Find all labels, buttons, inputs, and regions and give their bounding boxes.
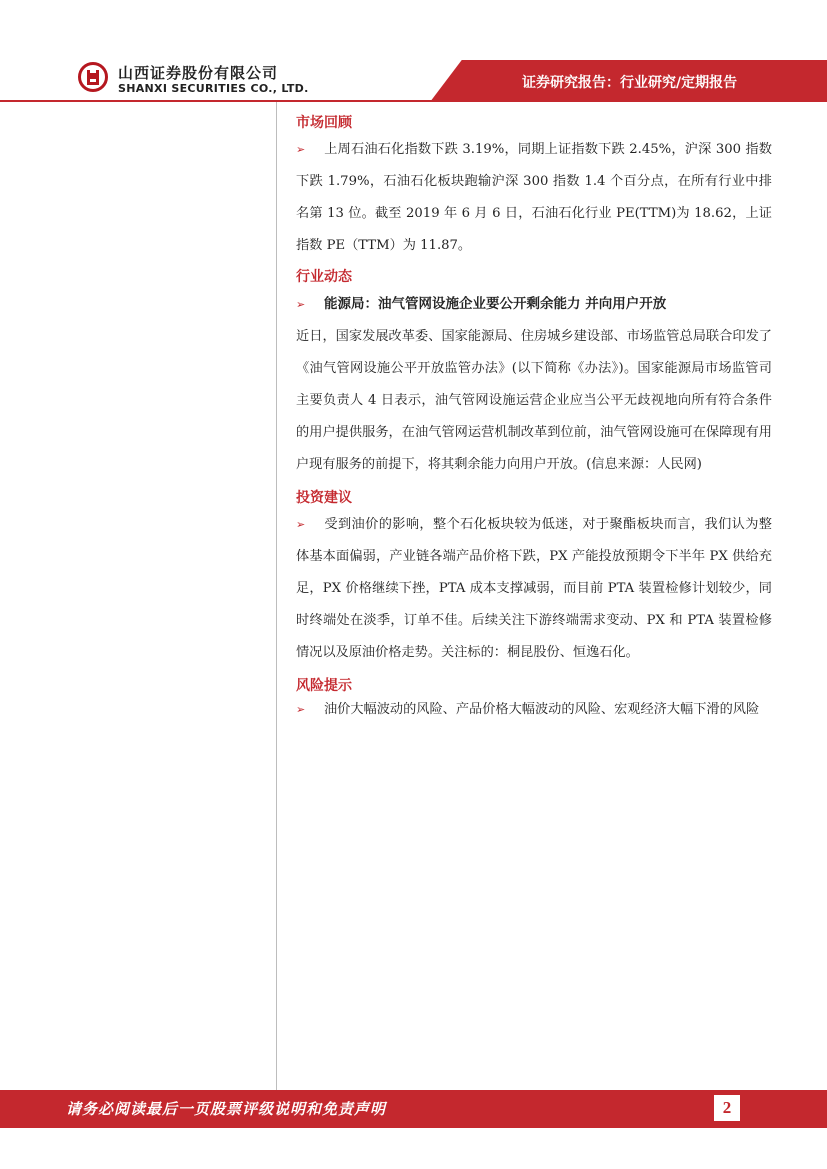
investment-text: 受到油价的影响，整个石化板块较为低迷，对于聚酯板块而言，我们认为整体基本面偏弱，产业链各端产品价格下跌，PX 产能投放预期令下半年 PX 供给充足，PX 价格继续下挫，PTA 成本支撑减弱，而目前 PTA 装置检修计划较少，同时终端处在淡季，订单不佳。后续关注下游终端需求变动、PX 和 PTA 装置检修情况以及原油价格走势。关注标的：桐昆股份、恒逸石化。 [296,517,772,660]
main-content [296,112,772,727]
investment-paragraph [296,509,772,669]
market-review-paragraph [296,134,772,262]
company-name-en: SHANXI SECURITIES CO., LTD. [118,82,309,95]
news-paragraph: 近日，国家发展改革委、国家能源局、住房城乡建设部、市场监管总局联合印发了《油气管网设施公平开放监管办法》(以下简称《办法》)。国家能源局市场监管司主要负责人 4 日表示，油气管网设施运营企业应当公平无歧视地向所有符合条件的用户提供服务，在油气管网运营机制改革到位前，油气管网设施可在保障现有用户现有服务的前提下，将其剩余能力向用户开放。(信息来源：人民网) [296,329,772,472]
section-heading: 市场回顾 [296,115,352,131]
news-subheading [296,288,772,321]
footer-disclaimer-notice: 请务必阅读最后一页股票评级说明和免责声明 [66,1100,387,1118]
section-market-review [296,112,772,262]
page-header [0,0,827,110]
company-name-cn: 山西证券股份有限公司 [118,64,279,82]
section-heading: 行业动态 [296,269,352,285]
report-type: 证券研究报告：行业研究/定期报告 [522,75,738,91]
header-divider [0,100,827,102]
company-logo-icon [78,62,108,92]
section-industry-news [296,266,772,481]
arrow-bullet-icon: ➢ [296,143,306,156]
news-subheading-text: 能源局：油气管网设施企业要公开剩余能力 并向用户开放 [324,296,667,312]
market-review-text: 上周石油石化指数下跌 3.19%，同期上证指数下跌 2.45%，沪深 300 指数下跌 1.79%，石油石化板块跑输沪深 300 指数 1.4 个百分点，在所有行业中排名第 13 位。截至 2019 年 6 月 6 日，石油石化行业 PE(TTM)为 18.62，上证指数 PE（TTM）为 11.87。 [296,142,772,253]
arrow-bullet-icon: ➢ [296,298,306,311]
section-risk [296,675,772,723]
page-number: 2 [714,1095,740,1121]
section-heading: 风险提示 [296,678,352,694]
section-heading: 投资建议 [296,490,352,506]
left-column-divider [276,102,277,1107]
section-investment [296,487,772,669]
risk-text: 油价大幅波动的风险、产品价格大幅波动的风险、宏观经济大幅下滑的风险 [324,702,760,717]
arrow-bullet-icon: ➢ [296,518,306,531]
risk-paragraph [296,697,772,723]
arrow-bullet-icon: ➢ [296,703,306,716]
